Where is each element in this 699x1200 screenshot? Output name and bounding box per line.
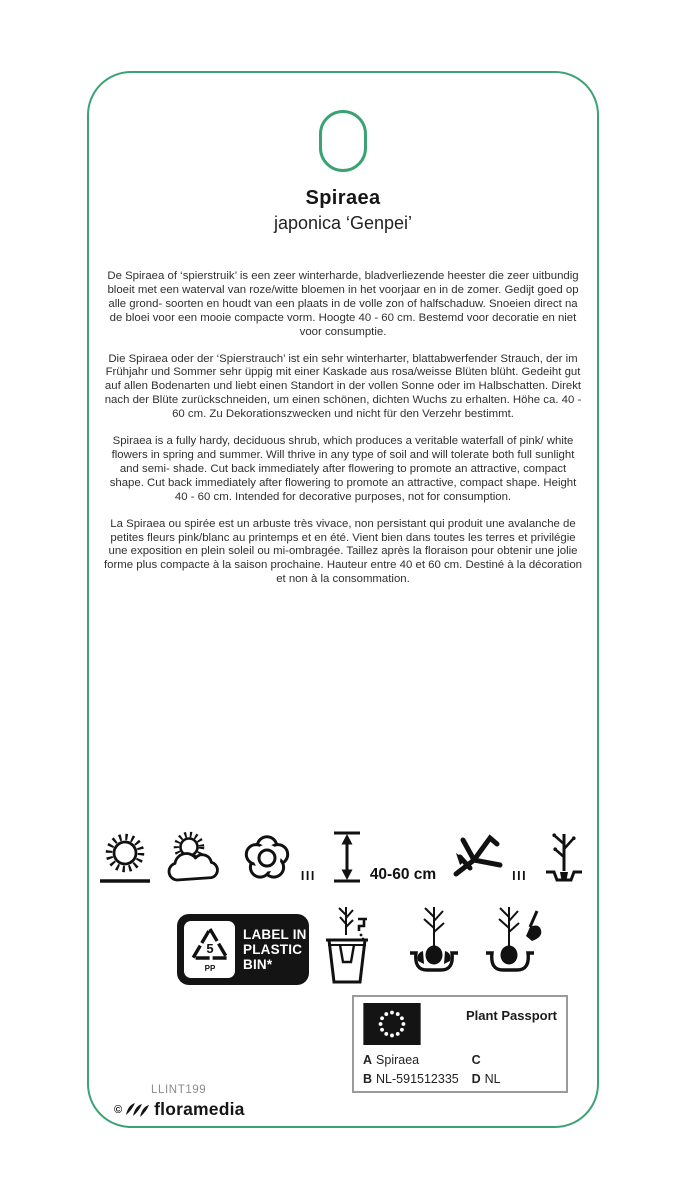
passport-value-d: NL (484, 1072, 501, 1086)
hanging-hole (319, 110, 367, 172)
plant-genus-title: Spiraea (305, 187, 381, 209)
passport-key-c: C (471, 1053, 481, 1067)
passport-value-a: Spiraea (376, 1053, 420, 1067)
passport-field-b (363, 1072, 472, 1086)
passport-value-b: NL-591512335 (376, 1072, 459, 1086)
passport-fields (363, 1053, 557, 1086)
full-sun-icon (98, 828, 152, 886)
pruning-icon (449, 828, 507, 886)
care-icon-row (89, 826, 597, 888)
passport-field-c (472, 1053, 557, 1067)
plant-with-trowel-icon (481, 903, 543, 987)
recycling-pp5-icon (188, 924, 232, 976)
bin-badge-line-1: LABEL IN (243, 927, 307, 942)
bin-badge-line-2: PLASTIC (243, 942, 303, 957)
passport-key-d: D (471, 1072, 481, 1086)
pruning-months-label: III (512, 869, 528, 883)
passport-key-b: B (363, 1072, 373, 1086)
label-print-code: LLINT199 (151, 1084, 207, 1096)
soak-in-bucket-icon (318, 903, 376, 987)
copyright-symbol: © (114, 1103, 123, 1116)
bin-badge-text (243, 927, 307, 972)
passport-header (363, 1003, 557, 1045)
passport-field-a (363, 1053, 472, 1067)
recycling-code: 5 (205, 940, 214, 956)
passport-key-a: A (363, 1053, 373, 1067)
plant-passport-box (352, 995, 568, 1093)
plant-cultivar-subtitle: japonica ‘Genpei’ (273, 213, 413, 233)
partial-shade-icon (165, 828, 225, 886)
description-block (102, 270, 584, 600)
floramedia-logo (114, 1099, 245, 1120)
floramedia-leaf-icon (125, 1101, 151, 1119)
height-arrow-icon (329, 828, 365, 886)
planting-icon (540, 828, 588, 886)
height-group (329, 828, 436, 886)
flowering-group (238, 828, 316, 886)
description-english: Spiraea is a fully hardy, deciduous shrub, which produces a veritable waterfall of pink/ white flowers in spring and summer. Will thrive in any type of soil and will tolerate both full sunlight and semi- shade. Cut back immediately after flowering to promote an attractive, compact shape. Cut back immediately after flowering to promote an attractive, compact shape. Height 40 - 60 cm. Intended for decorative purposes, not for consumption. (109, 435, 577, 503)
floramedia-brand-name: floramedia (154, 1099, 245, 1119)
flower-icon (238, 828, 296, 886)
flowering-months-label: III (300, 869, 316, 883)
passport-title: Plant Passport (465, 1008, 557, 1023)
plant-label-card (87, 71, 599, 1128)
description-french: La Spiraea ou spirée est un arbuste très vivace, non persistant qui produit une avalanche de petites fleurs pink/blanc au printemps et en été. Vient bien dans toutes les terres et privilégie une exposition en plein soleil ou mi-ombragée. Taillez après la floraison pour obtenir une jolie forme plus compacte à la saison prochaine. Hauteur entre 40 et 60 cm. Destiné à la décoration et non à la consommation. (103, 517, 583, 586)
bin-badge-line-3: BIN* (243, 957, 273, 972)
place-in-hole-icon (403, 903, 465, 987)
passport-field-d (472, 1072, 557, 1086)
recycling-material: PP (204, 963, 215, 973)
recycling-symbol-panel (184, 921, 235, 978)
height-value-label: 40-60 cm (369, 866, 437, 883)
label-in-plastic-bin-badge (177, 914, 309, 985)
eu-flag-icon (363, 1003, 421, 1045)
pruning-group (449, 828, 527, 886)
description-german: Die Spiraea oder der ‘Spierstrauch’ ist ein sehr winterharter, blattabwerfender Strauch, der im Frühjahr und Sommer sehr üppig mit einer Kaskade aus rosa/weisse Blüten blüht. Gedeiht gut auf allen Bodenarten und liebt einen Standort in der vollen Sonne oder im Halbschatten. Direkt nach der Blüte zurückschneiden, um einen schönen, dichten Wuchs zu erhalten. Höhe ca. 40 - 60 cm. Zu Dekorationszwecken und nicht für den Verzehr bestimmt. (104, 352, 582, 421)
description-dutch: De Spiraea of ‘spierstruik’ is een zeer winterharde, bladverliezende heester die zeer uitbundig bloeit met een waterval van roze/witte bloemen in het voorjaar en in de zomer. Gedijt goed op alle grond- soorten en houdt van een plaats in de volle zon of halfschaduw. Snoeien direct na de bloei voor een mooie compacte vorm. Hoogte 40 - 60 cm. Bestemd voor decoratie en niet voor consumptie. (107, 270, 579, 338)
